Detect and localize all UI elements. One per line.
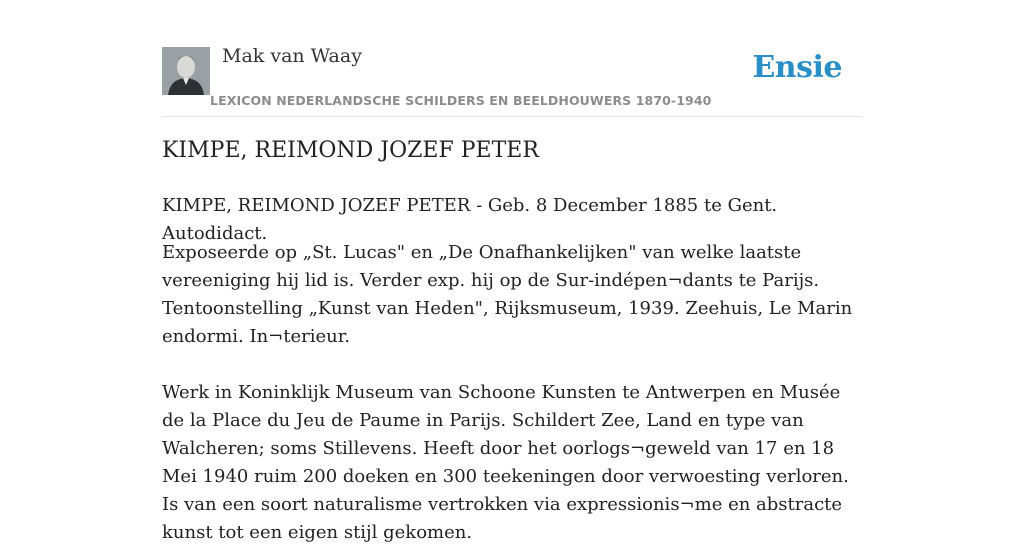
article-container bbox=[162, 0, 862, 543]
article-paragraph-body: Exposeerde op „St. Lucas" en „De Onafhankelijken" van welke laatste vereeniging hij lid is. Verder exp. hij op de Sur-indépen¬dants te Parijs. Tentoonstelling „Kunst van Heden", Rijksmuseum, 1939. Zeehuis, Le Marin endormi. In¬terieur. Werk in Koninklijk Museum van Schoone Kunsten te Antwerpen en Musée de la Place du Jeu de Paume in Parijs. Schildert Zee, Land en type van Walcheren; soms Stillevens. Heeft door het oorlogs¬geweld van 17 en 18 Mei 1940 ruim 200 doeken en 300 teekeningen door verwoesting verloren. Is van een soort naturalisme vertrokken via expressionis¬me en abstracte kunst tot een eigen stijl gekomen. bbox=[162, 242, 853, 543]
article-title: KIMPE, REIMOND JOZEF PETER bbox=[162, 138, 539, 163]
portrait-avatar-icon[interactable] bbox=[162, 47, 210, 95]
article-paragraph-intro: KIMPE, REIMOND JOZEF PETER - Geb. 8 December 1885 te Gent. Autodidact. bbox=[162, 195, 778, 244]
ensie-logo-link[interactable]: Ensie bbox=[752, 50, 842, 85]
article-header bbox=[162, 0, 862, 117]
source-title[interactable]: LEXICON NEDERLANDSCHE SCHILDERS EN BEELDHOUWERS 1870-1940 bbox=[210, 93, 712, 108]
author-name-link[interactable]: Mak van Waay bbox=[222, 45, 362, 67]
